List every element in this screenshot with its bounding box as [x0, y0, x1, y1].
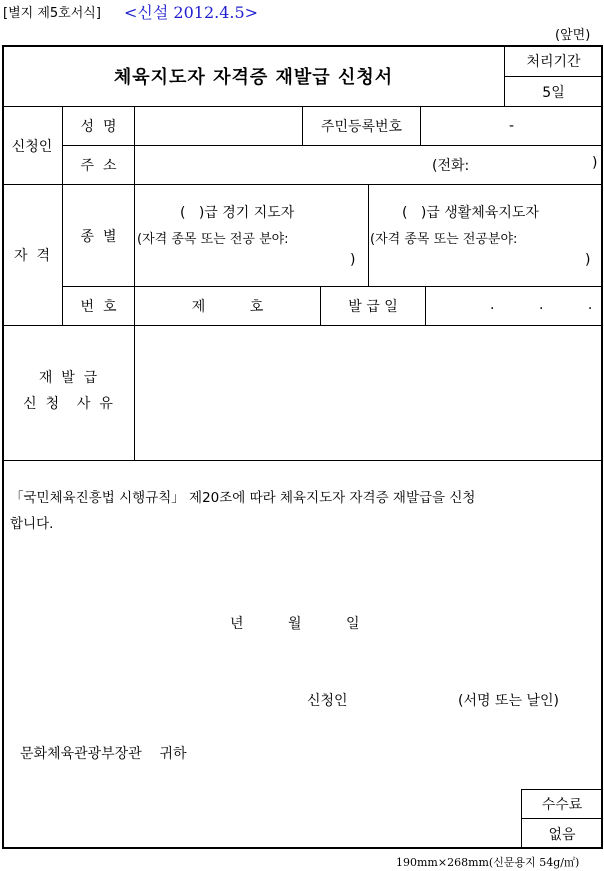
issue-date-field[interactable]: . . .: [490, 297, 593, 313]
rrn-field[interactable]: -: [508, 118, 515, 134]
issue-date-label: 발 급 일: [348, 299, 398, 315]
applicant-section-label: 신청인: [11, 138, 53, 155]
recipient: 문화체육관광부장관 귀하: [20, 746, 187, 762]
sport-field-close: ): [350, 252, 356, 268]
signature-note[interactable]: (서명 또는 날인): [458, 693, 559, 709]
statement-line1: 「국민체육진흥법 시행규칙」 제20조에 따라 체육지도자 자격증 재발급을 신청: [10, 490, 476, 506]
statement-line2: 합니다.: [10, 516, 54, 532]
name-label: 성 명: [80, 119, 117, 135]
divider: [425, 286, 426, 325]
qualification-section-label: 자 격: [14, 248, 50, 264]
rrn-label: 주민등록번호: [320, 119, 403, 135]
address-field[interactable]: [135, 146, 425, 184]
sport-field-note: (자격 종목 또는 전공 분야:: [137, 232, 289, 247]
divider: [368, 184, 369, 286]
phone-close: ): [592, 155, 598, 171]
divider: [2, 460, 603, 461]
life-field-close: ): [585, 252, 591, 268]
fee-label: 수수료: [541, 797, 583, 813]
type-label: 종 별: [80, 228, 117, 245]
reason-field[interactable]: [135, 326, 602, 460]
address-label: 주 소: [80, 158, 117, 174]
application-date[interactable]: 년 월 일: [230, 616, 360, 632]
life-coach-option[interactable]: ( )급 생활체육지도자: [402, 205, 539, 221]
phone-label: (전화:: [432, 158, 470, 174]
processing-label: 처리기간: [526, 54, 581, 70]
form-number: [별지 제5호서식]: [3, 6, 101, 21]
page-side: (앞면): [555, 28, 591, 43]
name-field[interactable]: [135, 107, 302, 145]
signer-label: 신청인: [307, 693, 348, 709]
sport-coach-option[interactable]: ( )급 경기 지도자: [180, 205, 295, 221]
number-field[interactable]: 제 호: [191, 299, 264, 315]
reason-label-line2: 신 청 사 유: [23, 396, 113, 412]
phone-field[interactable]: [478, 150, 590, 180]
form-title: 체육지도자 자격증 재발급 신청서: [113, 67, 394, 88]
number-label: 번 호: [80, 299, 117, 315]
reason-label-line1: 재 발 급: [38, 370, 98, 386]
paper-spec: 190mm×268mm(신문용지 54g/㎡): [396, 856, 580, 869]
fee-value: 없음: [548, 826, 576, 843]
processing-value: 5일: [542, 84, 565, 101]
amendment-note: <신설 2012.4.5>: [124, 3, 259, 22]
life-field-note: (자격 종목 또는 전공분야:: [370, 232, 518, 247]
